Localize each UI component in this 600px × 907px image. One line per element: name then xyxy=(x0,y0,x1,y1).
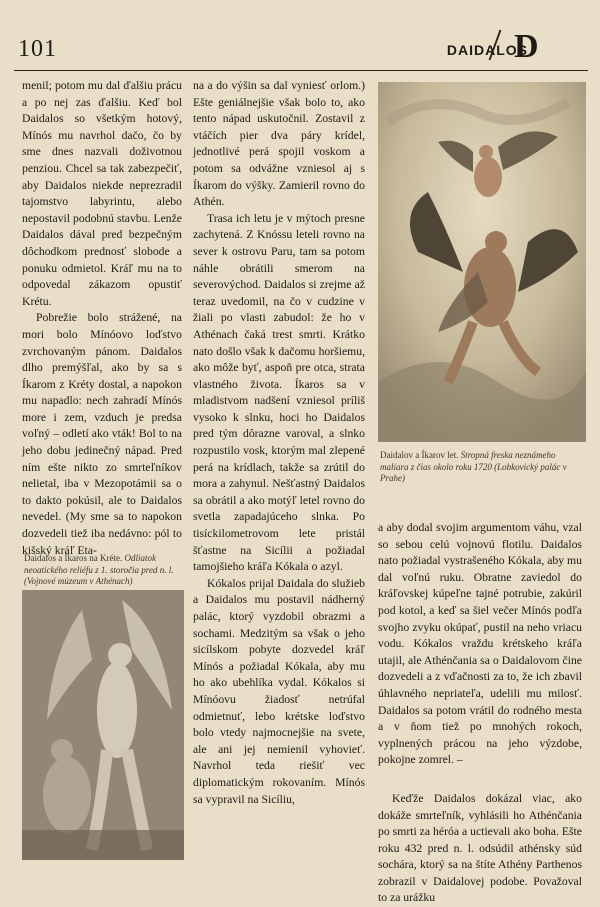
text-column-1 xyxy=(22,78,182,559)
running-head: DAIDALOS xyxy=(446,42,528,58)
paragraph: a aby dodal svojim argumentom váhu, vzal so sebou celú vojnovú flotilu. Daidalos nato požiadal vystrašeného Kókala, aby mu dal voľnú ruku. Obratne zaviedol do kráľovskej kúpeľne tajné potrubie, zakúril pod kotol, a keď sa šiel večer Mínós podľa svojho zvyku okúpať, pustil na neho vriacu vodu. Kókalos vraždu krétskeho kráľa utajil, ale Athénčania sa o Daidalovom čine dozvedeli a z vďačnosti za to, že ich zbavil úhlavného nepriateľa, udelili mu milosť. Daidalos sa potom vrátil do rodného mesta a v ňom tiež po mnohých rokoch, vyplnených prácou na jeho výzdobe, pokojne zomrel. – xyxy=(378,521,582,767)
page-number: 101 xyxy=(18,36,57,62)
text-column-2 xyxy=(193,78,365,808)
fresco-caption xyxy=(380,450,584,485)
fresco-illustration xyxy=(378,82,586,442)
caption-detail: Odliatok neoatického reliéfu z 1. storočia pred n. l. (Vojnové múzeum v Athénach) xyxy=(24,553,174,586)
header-rule xyxy=(14,70,588,71)
paragraph: Trasa ich letu je v mýtoch presne zachytená. Z Knóssu leteli rovno na sever k ostrovu Paru, tam sa potom náhle obrátili smerom na severovýchod. Daidalos si zrejme až teraz uvedomil, na čo v cudzine v žiali po vlasti zabudol: že ho v Athénach čaká trest smrti. Krátko nato došlo však k dačomu horšiemu, ako môže byť, aspoň pre otca, strata vlastného života. Íkaros sa v mladistvom nadšení vzniesol príliš vysoko k slnku, hoci ho Daidalos pred tým dôrazne varoval, a slnko rozpustilo vosk, ktorým mal zlepené perá na krídlach, takže sa zrútil do mora a zahynul. Nešťastný Daidalos sa obrátil a ako motýľ letel rovno do svetla zapadajúceho slnka. Po tisíckilometrovom lete pristál šťastne na Sicílii a požiadal tamojšieho kráľa Kókala o azyl. xyxy=(193,211,365,574)
relief-image xyxy=(22,590,184,860)
fresco-image xyxy=(378,82,586,442)
caption-detail: Stropná freska neznámeho maliara z čias okolo roku 1720 (Lobkovický palác v Prahe) xyxy=(380,450,567,483)
section-letter: D xyxy=(514,28,539,65)
relief-caption xyxy=(24,553,184,588)
caption-title: Daidalos a Íkaros na Kréte. xyxy=(24,553,123,563)
text-column-3 xyxy=(378,520,582,907)
paragraph: menil; potom mu dal ďalšiu prácu a po nej zas ďalšiu. Keď bol Daidalos so všetkým hotový, Mínós mu navrhol dačo, čo by sme dnes nazvali doživotnou penziou. Chcel sa tak zabezpečiť, aby Daidalos niekde neprezradil tajomstvo labyrintu, alebo nepostavil podobnú stavbu. Lenže Daidalos dával pred bezpečným dôchodkom prednosť slobode a ponuku odmietol. Kráľ mu na to odpovedal zákazom opustiť Krétu. xyxy=(22,79,182,308)
paragraph: Kókalos prijal Daidala do služieb a Daidalos mu postavil nádherný palác, ktorý vyzdobil obrazmi a sochami. Medzitým sa však o jeho sicílskom pobyte dozvedel kráľ Mínós a požiadal Kókala, aby mu ho ako ubehlíka vydal. Kókalos si Mínóovu žiadosť netrúfal odmietnuť, lebo krétske loďstvo bolo vtedy najmocnejšie na svete, ale ani jej nemienil vyhovieť. Navrhol teda riešiť vec diplomatickým rokovaním. Mínós sa vypravil na Sicíliu, xyxy=(193,576,365,806)
paragraph: na a do výšin sa dal vyniesť orlom.) Ešte geniálnejšie však bolo to, ako tento nápad uskutočnil. Zostavil z vtáčích pier dva páry krídel, jednotlivé perá spojil voskom a potom sa odvážne vzniesol aj s Íkarom do výšky. Zamieril rovno do Athén. xyxy=(193,79,365,209)
paragraph: Keďže Daidalos dokázal viac, ako dokáže smrteľník, vyhlásili ho Athénčania po smrti za héróa a uctievali ako boha. Ešte roku 432 pred n. l. odsúdil athénsky súd sochára, ktorý sa na štíte Athény Parthenos zobrazil v Daidalovej podobe. Považoval to za urážku xyxy=(378,791,582,905)
caption-title: Daidalov a Íkarov let. xyxy=(380,450,459,460)
paragraph: Pobrežie bolo strážené, na mori bolo Mínóovo loďstvo zvrchovaným pánom. Daidalos dlho premýšľal, ako by sa s Íkarom z Kréty dostal, a napokon mu napadlo: nech zahradí Mínós more i zem, vzduch je predsa voľný – odletí ako vták! Bol to na jeho dobu jedinečný nápad. Pred ním ešte nikto zo smrteľníkov nelietal, iba v Mezopotámii sa o to dakto pokúsil, ale to Daidalos nevedel. (My sme sa to napokon dozvedeli tiež iba nedávno: pól to kišský kráľ Eta- xyxy=(22,311,182,557)
relief-illustration xyxy=(22,590,184,860)
